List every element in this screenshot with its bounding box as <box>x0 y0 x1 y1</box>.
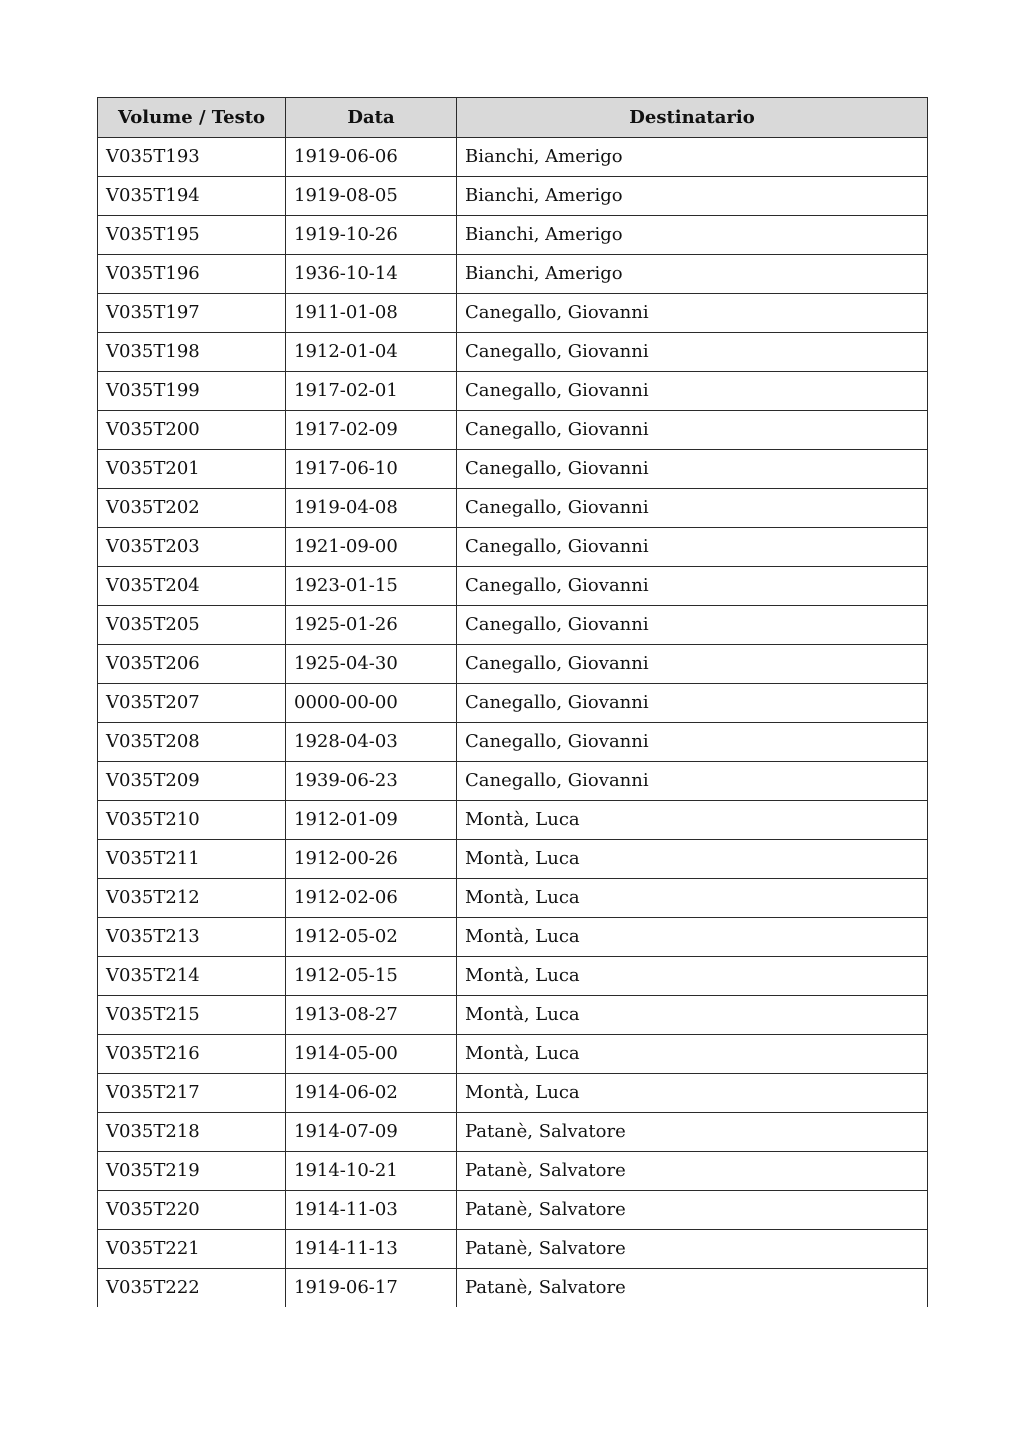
table-row <box>98 138 928 177</box>
cell-volume-testo: V035T203 <box>98 528 286 567</box>
cell-data: 1911-01-08 <box>286 294 457 333</box>
cell-volume-testo: V035T216 <box>98 1035 286 1074</box>
cell-data: 1914-05-00 <box>286 1035 457 1074</box>
table-row <box>98 333 928 372</box>
cell-destinatario: Montà, Luca <box>457 918 928 957</box>
table-row <box>98 840 928 879</box>
cell-destinatario: Canegallo, Giovanni <box>457 333 928 372</box>
table-row <box>98 411 928 450</box>
cell-volume-testo: V035T196 <box>98 255 286 294</box>
cell-data: 1925-04-30 <box>286 645 457 684</box>
cell-destinatario: Bianchi, Amerigo <box>457 138 928 177</box>
cell-volume-testo: V035T195 <box>98 216 286 255</box>
cell-destinatario: Patanè, Salvatore <box>457 1152 928 1191</box>
cell-data: 1912-01-04 <box>286 333 457 372</box>
cell-destinatario: Bianchi, Amerigo <box>457 216 928 255</box>
cell-destinatario: Montà, Luca <box>457 801 928 840</box>
cell-volume-testo: V035T220 <box>98 1191 286 1230</box>
cell-volume-testo: V035T206 <box>98 645 286 684</box>
table-row <box>98 1152 928 1191</box>
cell-volume-testo: V035T202 <box>98 489 286 528</box>
cell-destinatario: Montà, Luca <box>457 879 928 918</box>
cell-volume-testo: V035T221 <box>98 1230 286 1269</box>
header-volume-testo: Volume / Testo <box>98 98 286 138</box>
cell-destinatario: Canegallo, Giovanni <box>457 450 928 489</box>
cell-volume-testo: V035T207 <box>98 684 286 723</box>
table-row <box>98 684 928 723</box>
cell-destinatario: Canegallo, Giovanni <box>457 411 928 450</box>
cell-volume-testo: V035T204 <box>98 567 286 606</box>
table-row <box>98 996 928 1035</box>
cell-data: 1914-11-13 <box>286 1230 457 1269</box>
header-row <box>98 98 928 138</box>
cell-volume-testo: V035T194 <box>98 177 286 216</box>
cell-volume-testo: V035T218 <box>98 1113 286 1152</box>
table-row <box>98 723 928 762</box>
cell-volume-testo: V035T208 <box>98 723 286 762</box>
cell-data: 1919-04-08 <box>286 489 457 528</box>
cell-destinatario: Bianchi, Amerigo <box>457 177 928 216</box>
cell-volume-testo: V035T209 <box>98 762 286 801</box>
cell-data: 1917-02-01 <box>286 372 457 411</box>
table-row <box>98 567 928 606</box>
cell-destinatario: Patanè, Salvatore <box>457 1191 928 1230</box>
cell-data: 1912-05-02 <box>286 918 457 957</box>
cell-destinatario: Canegallo, Giovanni <box>457 645 928 684</box>
cell-destinatario: Canegallo, Giovanni <box>457 684 928 723</box>
cell-data: 0000-00-00 <box>286 684 457 723</box>
cell-destinatario: Canegallo, Giovanni <box>457 723 928 762</box>
letters-table <box>97 97 928 1307</box>
table-header <box>98 98 928 138</box>
table-row <box>98 528 928 567</box>
cell-data: 1919-08-05 <box>286 177 457 216</box>
cell-destinatario: Patanè, Salvatore <box>457 1230 928 1269</box>
cell-destinatario: Bianchi, Amerigo <box>457 255 928 294</box>
cell-volume-testo: V035T214 <box>98 957 286 996</box>
cell-destinatario: Patanè, Salvatore <box>457 1269 928 1308</box>
cell-destinatario: Canegallo, Giovanni <box>457 606 928 645</box>
table-row <box>98 177 928 216</box>
cell-destinatario: Canegallo, Giovanni <box>457 762 928 801</box>
cell-volume-testo: V035T193 <box>98 138 286 177</box>
table-row <box>98 1074 928 1113</box>
cell-volume-testo: V035T198 <box>98 333 286 372</box>
cell-data: 1913-08-27 <box>286 996 457 1035</box>
table-body <box>98 138 928 1308</box>
cell-data: 1921-09-00 <box>286 528 457 567</box>
cell-volume-testo: V035T210 <box>98 801 286 840</box>
cell-data: 1919-06-17 <box>286 1269 457 1308</box>
cell-destinatario: Canegallo, Giovanni <box>457 528 928 567</box>
header-destinatario: Destinatario <box>457 98 928 138</box>
cell-destinatario: Canegallo, Giovanni <box>457 489 928 528</box>
cell-volume-testo: V035T201 <box>98 450 286 489</box>
cell-volume-testo: V035T197 <box>98 294 286 333</box>
cell-data: 1912-01-09 <box>286 801 457 840</box>
cell-volume-testo: V035T213 <box>98 918 286 957</box>
cell-data: 1919-06-06 <box>286 138 457 177</box>
table-row <box>98 450 928 489</box>
cell-destinatario: Canegallo, Giovanni <box>457 567 928 606</box>
cell-destinatario: Montà, Luca <box>457 957 928 996</box>
table-row <box>98 1269 928 1308</box>
table-row <box>98 255 928 294</box>
cell-data: 1917-06-10 <box>286 450 457 489</box>
table-row <box>98 294 928 333</box>
table-row <box>98 918 928 957</box>
cell-destinatario: Montà, Luca <box>457 840 928 879</box>
cell-destinatario: Montà, Luca <box>457 1035 928 1074</box>
cell-data: 1912-02-06 <box>286 879 457 918</box>
cell-data: 1917-02-09 <box>286 411 457 450</box>
cell-data: 1914-06-02 <box>286 1074 457 1113</box>
cell-data: 1923-01-15 <box>286 567 457 606</box>
cell-data: 1919-10-26 <box>286 216 457 255</box>
table-row <box>98 606 928 645</box>
table-row <box>98 489 928 528</box>
table-row <box>98 216 928 255</box>
table-row <box>98 645 928 684</box>
cell-volume-testo: V035T217 <box>98 1074 286 1113</box>
cell-volume-testo: V035T200 <box>98 411 286 450</box>
cell-volume-testo: V035T199 <box>98 372 286 411</box>
cell-destinatario: Canegallo, Giovanni <box>457 294 928 333</box>
cell-data: 1912-00-26 <box>286 840 457 879</box>
cell-data: 1936-10-14 <box>286 255 457 294</box>
cell-data: 1914-10-21 <box>286 1152 457 1191</box>
cell-volume-testo: V035T215 <box>98 996 286 1035</box>
cell-data: 1914-11-03 <box>286 1191 457 1230</box>
cell-volume-testo: V035T212 <box>98 879 286 918</box>
cell-volume-testo: V035T205 <box>98 606 286 645</box>
cell-data: 1928-04-03 <box>286 723 457 762</box>
table-row <box>98 1230 928 1269</box>
cell-destinatario: Patanè, Salvatore <box>457 1113 928 1152</box>
cell-data: 1912-05-15 <box>286 957 457 996</box>
table-row <box>98 1035 928 1074</box>
table-row <box>98 762 928 801</box>
cell-destinatario: Montà, Luca <box>457 1074 928 1113</box>
table-row <box>98 879 928 918</box>
cell-destinatario: Canegallo, Giovanni <box>457 372 928 411</box>
cell-data: 1925-01-26 <box>286 606 457 645</box>
cell-data: 1939-06-23 <box>286 762 457 801</box>
table-row <box>98 1113 928 1152</box>
table-row <box>98 372 928 411</box>
cell-volume-testo: V035T219 <box>98 1152 286 1191</box>
cell-volume-testo: V035T211 <box>98 840 286 879</box>
header-data: Data <box>286 98 457 138</box>
cell-volume-testo: V035T222 <box>98 1269 286 1308</box>
cell-destinatario: Montà, Luca <box>457 996 928 1035</box>
table-row <box>98 1191 928 1230</box>
table-row <box>98 801 928 840</box>
cell-data: 1914-07-09 <box>286 1113 457 1152</box>
table-row <box>98 957 928 996</box>
